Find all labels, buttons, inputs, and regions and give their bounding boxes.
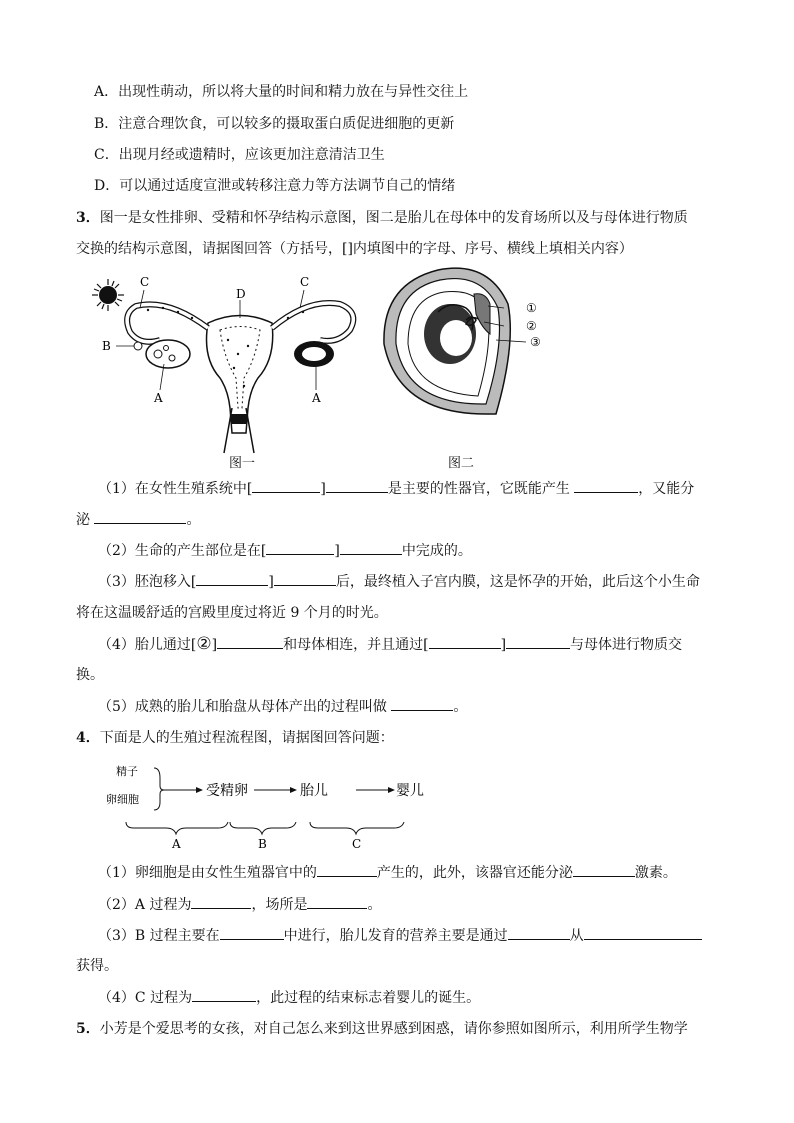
option-d: D．可以通过适度宣泄或转移注意力等方法调节自己的情绪 [94, 178, 456, 194]
figure-two-fetus [378, 264, 558, 424]
q3-stem-line1 [76, 209, 688, 227]
fig1-label-d: D [236, 287, 246, 301]
q3-sub1-line1: （1）在女性生殖系统中[ ] 是主要的性器官，它既能产生 ，又能分 [98, 481, 695, 497]
q3-number: 3． [76, 210, 100, 226]
reproduction-flow-diagram [104, 762, 434, 850]
q3-sub4-line1: （4）胎儿通过[②] 和母体相连，并且通过[ ] 与母体进行物质交 [98, 634, 683, 654]
q4-sub3-line1: （3）B 过程主要在 中进行，胎儿发育的营养主要是通过 从 [98, 926, 702, 945]
q4-stem: 4．下面是人的生殖过程流程图，请据图回答问题： [76, 730, 394, 746]
fig1-label-c-right: C [300, 275, 310, 289]
flow-label-a: A [172, 837, 181, 850]
flow-baby: 婴儿 [396, 783, 424, 799]
flow-zygote: 受精卵 [206, 783, 248, 799]
flow-fetus: 胎儿 [300, 783, 328, 799]
option-c: C．出现月经或遗精时，应该更加注意清洁卫生 [94, 147, 385, 163]
q5-stem: 5．小芳是个爱思考的女孩，对自己怎么来到这世界感到困惑，请你参照如图所示，利用所学生物学 [76, 1021, 688, 1037]
fig2-label-3: ③ [530, 335, 541, 349]
q4-sub3-line2: 获得。 [76, 958, 118, 974]
figure-one-caption: 图一 [229, 456, 256, 471]
figure-two-caption: 图二 [448, 456, 475, 471]
q3-stem-line2: 交换的结构示意图，请据图回答（方括号，[]内填图中的字母、序号、横线上填相关内容） [76, 241, 633, 257]
q3-sub5: （5）成熟的胎儿和胎盘从母体产出的过程叫做 。 [98, 699, 468, 715]
flow-label-c: C [352, 837, 362, 850]
fig1-label-c-left: C [140, 275, 150, 289]
q4-sub4: （4）C 过程为 ，此过程的结束标志着婴儿的诞生。 [98, 990, 481, 1006]
fig2-label-1: ① [526, 301, 537, 315]
circled-two: ② [196, 634, 212, 654]
q4-sub2: （2）A 过程为 ，场所是 。 [98, 897, 382, 913]
q3-sub2: （2）生命的产生部位是在[ ] 中完成的。 [98, 543, 472, 559]
figure-one-reproductive-system [88, 268, 373, 458]
q3-sub4-line2: 换。 [76, 667, 104, 683]
q4-number: 4． [76, 730, 100, 746]
egg-cell-icon [92, 279, 124, 311]
q4-sub1: （1）卵细胞是由女性生殖器官中的 产生的，此外，该器官还能分泌 激素。 [98, 865, 677, 881]
fig1-label-b: B [102, 339, 111, 353]
q3-sub3-line1: （3）胚泡移入[ ] 后，最终植入子宫内膜，这是怀孕的开始，此后这个小生命 [98, 574, 700, 590]
fig1-label-a-right: A [312, 391, 321, 405]
flow-egg: 卵细胞 [106, 793, 139, 806]
option-a: A．出现性萌动，所以将大量的时间和精力放在与异性交往上 [94, 84, 469, 100]
q3-sub3-line2: 将在这温暖舒适的宫殿里度过将近 9 个月的时光。 [76, 605, 388, 621]
flow-label-b: B [258, 837, 267, 850]
fig1-label-a-left: A [154, 391, 163, 405]
q5-number: 5． [76, 1021, 100, 1037]
flow-sperm: 精子 [116, 765, 138, 778]
q3-sub1-line2: 泌 。 [76, 512, 201, 528]
q3-stem-text1: 图一是女性排卵、受精和怀孕结构示意图，图二是胎儿在母体中的发育场所以及与母体进行物质 [99, 210, 688, 226]
option-b: B．注意合理饮食，可以较多的摄取蛋白质促进细胞的更新 [94, 116, 455, 132]
fig2-label-2: ② [526, 319, 537, 333]
